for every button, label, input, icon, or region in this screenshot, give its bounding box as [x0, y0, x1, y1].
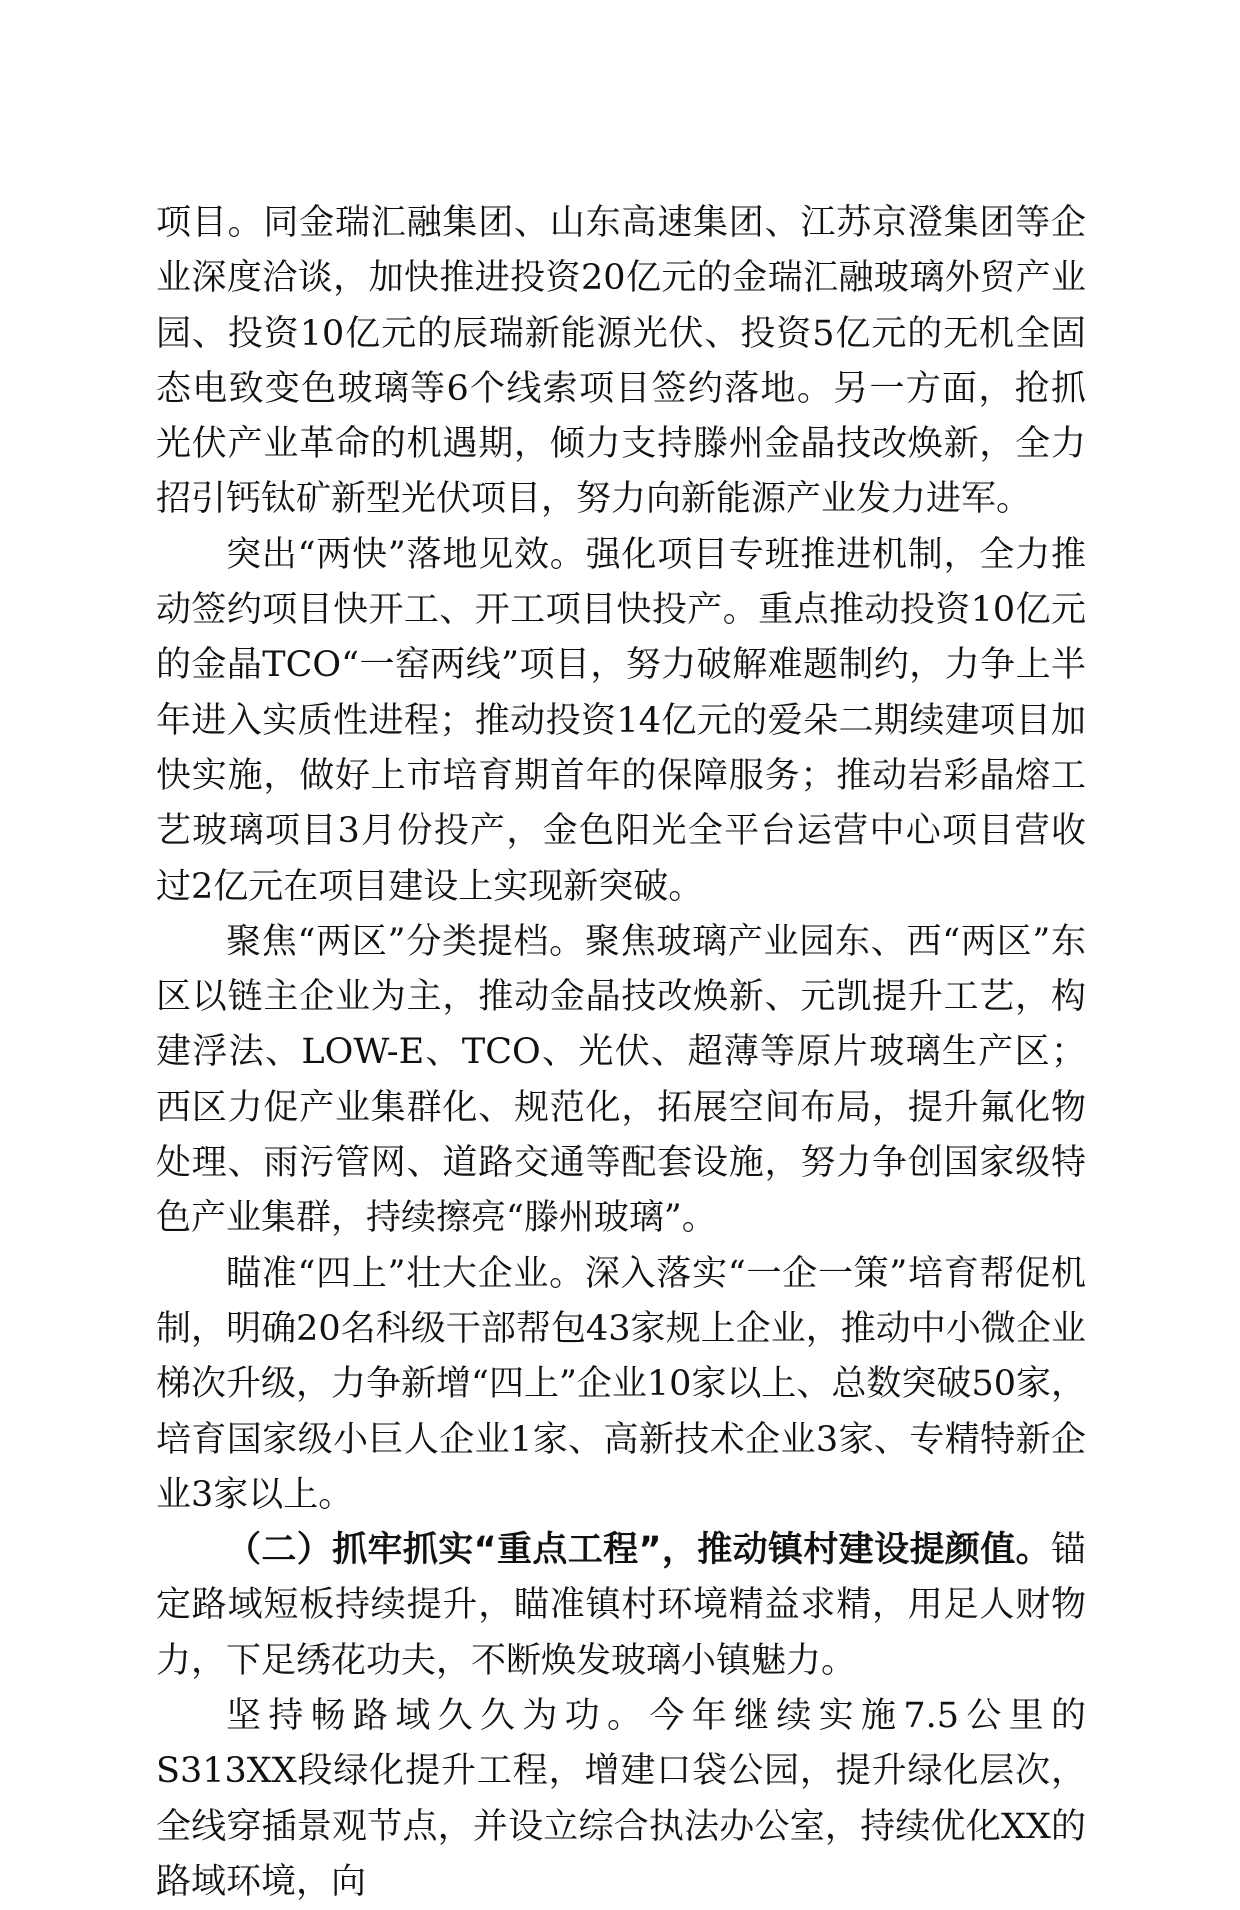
document-body [156, 196, 1086, 1910]
section-heading: （二）抓牢抓实“重点工程”，推动镇村建设提颜值。 [226, 1530, 1051, 1571]
paragraph-road-domain [156, 1689, 1086, 1910]
paragraph-text: 突出“两快”落地见效。强化项目专班推进机制，全力推动签约项目快开工、开工项目快投产。重点推动投资10亿元的金晶TCO“一窑两线”项目，努力破解难题制约，力争上半年进入实质性进程；推动投资14亿元的爱朵二期续建项目加快实施，做好上市培育期首年的保障服务；推动岩彩晶熔工艺玻璃项目3月份投产，金色阳光全平台运营中心项目营收过2亿元在项目建设上实现新突破。 [156, 534, 1086, 907]
paragraph-text: 瞄准“四上”壮大企业。深入落实“一企一策”培育帮促机制，明确20名科级干部帮包43家规上企业，推动中小微企业梯次升级，力争新增“四上”企业10家以上、总数突破50家，培育国家级小巨人企业1家、高新技术企业3家、专精特新企业3家以上。 [156, 1253, 1086, 1515]
paragraph-project-talks [156, 196, 1086, 528]
paragraph-text: 坚持畅路域久久为功。今年继续实施7.5公里的S313XX段绿化提升工程，增建口袋公园，提升绿化层次，全线穿插景观节点，并设立综合执法办公室，持续优化XX的路域环境，向 [156, 1696, 1086, 1902]
paragraph-two-zones [156, 915, 1086, 1247]
paragraph-four-above [156, 1247, 1086, 1523]
paragraph-text: 项目。同金瑞汇融集团、山东高速集团、江苏京澄集团等企业深度洽谈，加快推进投资20亿元的金瑞汇融玻璃外贸产业园、投资10亿元的辰瑞新能源光伏、投资5亿元的无机全固态电致变色玻璃等6个线索项目签约落地。另一方面，抢抓光伏产业革命的机遇期，倾力支持滕州金晶技改焕新，全力招引钙钛矿新型光伏项目，努力向新能源产业发力进军。 [156, 203, 1086, 520]
paragraph-two-fast [156, 528, 1086, 915]
paragraph-text: 聚焦“两区”分类提档。聚焦玻璃产业园东、西“两区”东区以链主企业为主，推动金晶技改焕新、元凯提升工艺，构建浮法、LOW-E、TCO、光伏、超薄等原片玻璃生产区；西区力促产业集群化、规范化，拓展空间布局，提升氟化物处理、雨污管网、道路交通等配套设施，努力争创国家级特色产业集群，持续擦亮“滕州玻璃”。 [156, 921, 1086, 1239]
paragraph-text: 锚定路域短板持续提升，瞄准镇村环境精益求精，用足人财物力，下足绣花功夫，不断焕发玻璃小镇魅力。 [156, 1530, 1086, 1681]
paragraph-key-projects [156, 1523, 1086, 1689]
